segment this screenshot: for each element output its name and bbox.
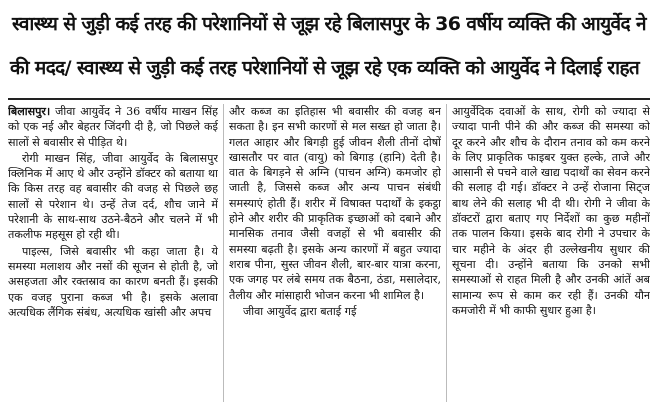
article-paragraph [8,104,218,150]
dateline: बिलासपुर। [8,105,51,118]
article-paragraph: जीवा आयुर्वेद द्वारा बताई गई [243,304,357,318]
column-divider [223,104,224,402]
headline [4,2,654,97]
article-paragraph: रोगी माखन सिंह, जीवा आयुर्वेद के बिलासपुर क्लिनिक में आए थे और उन्होंने डॉक्टर को बताया था कि किस तरह वह बवासीर की वजह से पिछले छह सालों से परेशान थे। उन्हें तेज दर्द, शौच जाने में परेशानी के साथ-साथ उठने-बैठने और चलने में भी तकलीफ महसूस हो रही थी। [8,151,218,242]
paragraph-text: जीवा आयुर्वेद ने 36 वर्षीय माखन सिंह को एक नई और बेहतर जिंदगी दी है, जो पिछले कई सालों से बवासीर से पीड़ित थे। [8,105,218,149]
article-column-2 [229,104,441,404]
headline-line-1: स्वास्थ्य से जुड़ी कई तरह की परेशानियों से जूझ रहे बिलासपुर के 36 वर्षीय व्यक्ति की आयुर्वेद ने [12,13,646,35]
headline-rule [8,98,650,100]
headline-line-2: की मदद/ स्वास्थ्य से जुड़ी कई तरह परेशानियों से जूझ रहे एक व्यक्ति को आयुर्वेद ने दिलाई राहत [10,57,640,79]
column-divider [446,104,447,402]
article-column-1 [8,104,218,404]
article-paragraph: पाइल्स, जिसे बवासीर भी कहा जाता है। ये समस्या मलाशय और नसों की सूजन से होती है, जो असहजता और रक्तस्राव का कारण बनती हैं। इसकी एक वजह पुराना कब्ज भी है। इसके अलावा अत्यधिक लैंगिक संबंध, अत्यधिक खांसी और अपच [8,244,218,319]
article-paragraph: और कब्ज का इतिहास भी बवासीर की वजह बन सकता है। इन सभी कारणों से मल सख्त हो जाता है। गलत आहार और बिगड़ी हुई जीवन शैली तीनों दोषों खासतौर पर वात (वायु) को बिगाड़ (हानि) देती है। वात के बिगड़ने से अग्नि (पाचन अग्नि) कमजोर हो जाती है, जिससे कब्ज और अन्य पाचन संबंधी समस्याएं होती हैं। शरीर में विषाक्त पदार्थों के इकट्ठा होने और शरीर की प्राकृतिक इच्छाओं को दबाने और मानसिक तनाव जैसी वजहों से भी बवासीर की समस्या बढ़ती है। इसके अन्य कारणों में बहुत ज्यादा शराब पीना, सुस्त जीवन शैली, बार-बार यात्रा करना, एक जगह पर लंबे समय तक बैठना, ठंडा, मसालेदार, तैलीय और मांसाहारी भोजन करना भी शामिल है। [229,105,441,302]
article-paragraph: आयुर्वेदिक दवाओं के साथ, रोगी को ज्यादा से ज्यादा पानी पीने की और कब्ज की समस्या को दूर करने और शौच के दौरान तनाव को कम करने के लिए प्राकृतिक फाइबर युक्त हल्के, ताजे और आसानी से पचने वाले खाद्य पदार्थों का सेवन करने की सलाह दी गई। डॉक्टर ने उन्हें रोजाना सिट्ज बाथ लेने की सलाह भी दी थी। रोगी ने जीवा के डॉक्टरों द्वारा बताए गए निर्देशों का कुछ महीनों तक पालन किया। इसके बाद रोगी ने उपचार के चार महीने के अंदर ही उल्लेखनीय सुधार की सूचना दी। उन्होंने बताया कि उनको सभी समस्याओं से राहत मिली है और उनकी आंतें अब सामान्य रूप से काम कर रही हैं। उनकी यौन कमजोरी में भी काफी सुधार हुआ है। [452,105,650,317]
article-column-3 [452,104,650,404]
